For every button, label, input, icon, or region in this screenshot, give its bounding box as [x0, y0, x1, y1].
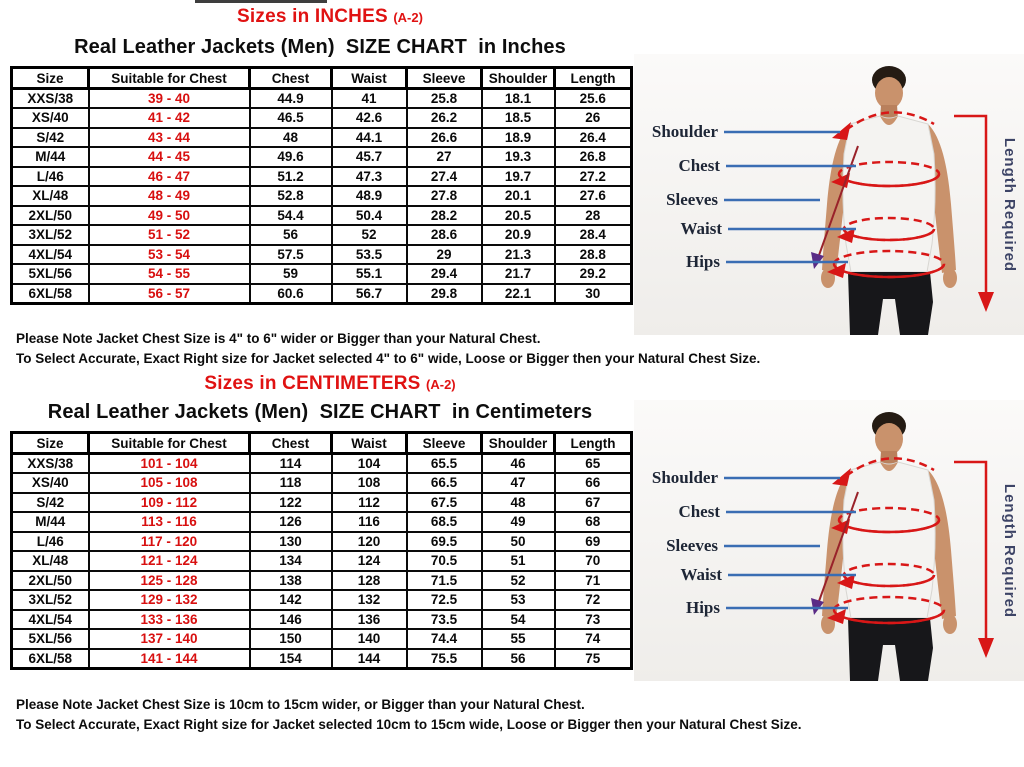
table-row: [12, 284, 632, 304]
measurement-cell: 44.9: [250, 89, 332, 109]
table-row: [12, 186, 632, 206]
table-row: [12, 128, 632, 148]
measurement-cell: 120: [332, 532, 407, 552]
measurement-cell: 26.4: [555, 128, 632, 148]
column-header: Length: [555, 68, 632, 89]
chest-range-cell: 54 - 55: [89, 264, 250, 284]
measurement-cell: 116: [332, 512, 407, 532]
inches-note-2: To Select Accurate, Exact Right size for Jacket selected 4" to 6" wide, Loose or Bigger then your Natural Chest Size.: [16, 351, 761, 366]
figure-instance-top: [634, 54, 1024, 335]
chest-range-cell: 53 - 54: [89, 245, 250, 265]
measurement-cell: 20.5: [482, 206, 555, 226]
column-header: Size: [12, 68, 89, 89]
measurement-cell: 26: [555, 108, 632, 128]
measurement-cell: 22.1: [482, 284, 555, 304]
measurement-cell: 67: [555, 493, 632, 513]
measurement-cell: 150: [250, 629, 332, 649]
measurement-cell: 55: [482, 629, 555, 649]
measurement-cell: 28: [555, 206, 632, 226]
measurement-cell: 72: [555, 590, 632, 610]
measurement-cell: 18.9: [482, 128, 555, 148]
column-header: Chest: [250, 68, 332, 89]
measurement-cell: 48.9: [332, 186, 407, 206]
chest-range-cell: 44 - 45: [89, 147, 250, 167]
column-header: Length: [555, 433, 632, 454]
measurement-cell: 28.2: [407, 206, 482, 226]
size-cell: 6XL/58: [12, 649, 89, 669]
figure-instance-bottom: [634, 400, 1024, 681]
table-row: [12, 629, 632, 649]
measurement-figure-svg: [634, 54, 1024, 335]
chest-range-cell: 125 - 128: [89, 571, 250, 591]
measurement-cell: 74.4: [407, 629, 482, 649]
measurement-cell: 142: [250, 590, 332, 610]
measurement-cell: 53: [482, 590, 555, 610]
measurement-cell: 44.1: [332, 128, 407, 148]
measurement-cell: 70: [555, 551, 632, 571]
measurement-cell: 27: [407, 147, 482, 167]
chest-range-cell: 141 - 144: [89, 649, 250, 669]
measurement-cell: 29.8: [407, 284, 482, 304]
measurement-cell: 70.5: [407, 551, 482, 571]
size-cell: M/44: [12, 147, 89, 167]
column-header: Waist: [332, 433, 407, 454]
table-row: [12, 512, 632, 532]
size-cell: L/46: [12, 167, 89, 187]
measurement-cell: 26.6: [407, 128, 482, 148]
column-header: Suitable for Chest: [89, 68, 250, 89]
chest-range-cell: 133 - 136: [89, 610, 250, 630]
measurement-cell: 29: [407, 245, 482, 265]
measurement-cell: 73.5: [407, 610, 482, 630]
cm-heading: [0, 373, 660, 395]
measurement-cell: 136: [332, 610, 407, 630]
size-cell: 2XL/50: [12, 206, 89, 226]
cm-size-table: [10, 431, 633, 670]
measurement-cell: 28.8: [555, 245, 632, 265]
table-row: [12, 571, 632, 591]
table-row: [12, 454, 632, 474]
inches-heading: [0, 6, 660, 28]
measurement-cell: 55.1: [332, 264, 407, 284]
measurement-cell: 27.2: [555, 167, 632, 187]
measurement-cell: 19.3: [482, 147, 555, 167]
measurement-cell: 27.4: [407, 167, 482, 187]
measurement-cell: 52: [482, 571, 555, 591]
size-cell: 2XL/50: [12, 571, 89, 591]
cm-note-1: Please Note Jacket Chest Size is 10cm to 15cm wider, or Bigger than your Natural Chest.: [16, 697, 585, 712]
measurement-cell: 49: [482, 512, 555, 532]
measurement-cell: 25.6: [555, 89, 632, 109]
table-row: [12, 590, 632, 610]
measurement-cell: 75.5: [407, 649, 482, 669]
inches-size-table: [10, 66, 633, 305]
size-cell: S/42: [12, 128, 89, 148]
measurement-cell: 41: [332, 89, 407, 109]
measurement-diagram-inches: [634, 54, 1024, 335]
measurement-cell: 50: [482, 532, 555, 552]
measurement-cell: 65: [555, 454, 632, 474]
measurement-cell: 154: [250, 649, 332, 669]
measurement-cell: 20.9: [482, 225, 555, 245]
measurement-cell: 60.6: [250, 284, 332, 304]
chest-range-cell: 129 - 132: [89, 590, 250, 610]
measurement-cell: 66.5: [407, 473, 482, 493]
cropped-text-artifact: [195, 0, 327, 3]
chest-range-cell: 46 - 47: [89, 167, 250, 187]
measurement-cell: 56.7: [332, 284, 407, 304]
chest-range-cell: 51 - 52: [89, 225, 250, 245]
inches-heading-suffix: (A-2): [393, 10, 423, 25]
size-cell: 3XL/52: [12, 225, 89, 245]
measurement-cell: 46: [482, 454, 555, 474]
header-row: [12, 68, 632, 89]
size-cell: XXS/38: [12, 454, 89, 474]
measurement-cell: 74: [555, 629, 632, 649]
measurement-cell: 18.1: [482, 89, 555, 109]
measurement-cell: 68: [555, 512, 632, 532]
table-row: [12, 147, 632, 167]
size-cell: M/44: [12, 512, 89, 532]
table-row: [12, 89, 632, 109]
measurement-cell: 56: [250, 225, 332, 245]
measurement-cell: 73: [555, 610, 632, 630]
table-row: [12, 225, 632, 245]
measurement-cell: 48: [250, 128, 332, 148]
measurement-cell: 56: [482, 649, 555, 669]
measurement-cell: 75: [555, 649, 632, 669]
measurement-cell: 130: [250, 532, 332, 552]
measurement-cell: 112: [332, 493, 407, 513]
measurement-cell: 47.3: [332, 167, 407, 187]
column-header: Suitable for Chest: [89, 433, 250, 454]
measurement-figure-svg-2: [634, 398, 1024, 683]
measurement-cell: 26.2: [407, 108, 482, 128]
measurement-cell: 114: [250, 454, 332, 474]
measurement-cell: 25.8: [407, 89, 482, 109]
measurement-cell: 29.2: [555, 264, 632, 284]
measurement-cell: 28.4: [555, 225, 632, 245]
measurement-cell: 138: [250, 571, 332, 591]
size-cell: L/46: [12, 532, 89, 552]
table-row: [12, 167, 632, 187]
size-cell: 5XL/56: [12, 264, 89, 284]
measurement-cell: 21.7: [482, 264, 555, 284]
measurement-cell: 20.1: [482, 186, 555, 206]
header-row: [12, 433, 632, 454]
measurement-cell: 144: [332, 649, 407, 669]
table-row: [12, 108, 632, 128]
table-row: [12, 473, 632, 493]
chest-range-cell: 109 - 112: [89, 493, 250, 513]
measurement-cell: 72.5: [407, 590, 482, 610]
measurement-cell: 71.5: [407, 571, 482, 591]
cm-heading-text: Sizes in CENTIMETERS: [204, 373, 421, 394]
measurement-cell: 134: [250, 551, 332, 571]
measurement-cell: 67.5: [407, 493, 482, 513]
column-header: Chest: [250, 433, 332, 454]
chest-range-cell: 49 - 50: [89, 206, 250, 226]
column-header: Sleeve: [407, 68, 482, 89]
measurement-cell: 118: [250, 473, 332, 493]
measurement-cell: 140: [332, 629, 407, 649]
table-row: [12, 206, 632, 226]
measurement-cell: 52.8: [250, 186, 332, 206]
measurement-cell: 18.5: [482, 108, 555, 128]
measurement-cell: 53.5: [332, 245, 407, 265]
measurement-cell: 69.5: [407, 532, 482, 552]
measurement-diagram-cm: [634, 398, 1024, 683]
cm-heading-suffix: (A-2): [426, 377, 456, 392]
measurement-cell: 49.6: [250, 147, 332, 167]
measurement-cell: 54: [482, 610, 555, 630]
size-cell: 3XL/52: [12, 590, 89, 610]
measurement-cell: 50.4: [332, 206, 407, 226]
measurement-cell: 54.4: [250, 206, 332, 226]
measurement-cell: 19.7: [482, 167, 555, 187]
size-cell: XS/40: [12, 473, 89, 493]
chest-range-cell: 137 - 140: [89, 629, 250, 649]
measurement-cell: 59: [250, 264, 332, 284]
measurement-cell: 132: [332, 590, 407, 610]
table-row: [12, 532, 632, 552]
measurement-cell: 28.6: [407, 225, 482, 245]
measurement-cell: 45.7: [332, 147, 407, 167]
measurement-cell: 51: [482, 551, 555, 571]
column-header: Sleeve: [407, 433, 482, 454]
measurement-cell: 26.8: [555, 147, 632, 167]
size-cell: S/42: [12, 493, 89, 513]
measurement-cell: 124: [332, 551, 407, 571]
chest-range-cell: 41 - 42: [89, 108, 250, 128]
chest-range-cell: 101 - 104: [89, 454, 250, 474]
size-cell: 4XL/54: [12, 610, 89, 630]
measurement-cell: 69: [555, 532, 632, 552]
measurement-cell: 57.5: [250, 245, 332, 265]
table-row: [12, 245, 632, 265]
column-header: Waist: [332, 68, 407, 89]
measurement-cell: 122: [250, 493, 332, 513]
size-cell: 4XL/54: [12, 245, 89, 265]
cm-note-2: To Select Accurate, Exact Right size for Jacket selected 10cm to 15cm wide, Loose or Bigger then your Natural Chest Size.: [16, 717, 802, 732]
inches-heading-text: Sizes in INCHES: [237, 6, 388, 27]
column-header: Size: [12, 433, 89, 454]
inches-table-title: Real Leather Jackets (Men) SIZE CHART in Inches: [74, 36, 566, 58]
inches-note-1: Please Note Jacket Chest Size is 4" to 6" wider or Bigger than your Natural Chest.: [16, 331, 541, 346]
measurement-cell: 65.5: [407, 454, 482, 474]
size-cell: XL/48: [12, 186, 89, 206]
size-cell: XL/48: [12, 551, 89, 571]
size-cell: 6XL/58: [12, 284, 89, 304]
size-cell: XXS/38: [12, 89, 89, 109]
measurement-cell: 126: [250, 512, 332, 532]
measurement-cell: 128: [332, 571, 407, 591]
measurement-cell: 27.8: [407, 186, 482, 206]
chest-range-cell: 48 - 49: [89, 186, 250, 206]
chest-range-cell: 121 - 124: [89, 551, 250, 571]
column-header: Shoulder: [482, 433, 555, 454]
measurement-cell: 47: [482, 473, 555, 493]
measurement-cell: 146: [250, 610, 332, 630]
measurement-cell: 51.2: [250, 167, 332, 187]
table-row: [12, 551, 632, 571]
column-header: Shoulder: [482, 68, 555, 89]
measurement-cell: 66: [555, 473, 632, 493]
table-row: [12, 493, 632, 513]
chest-range-cell: 39 - 40: [89, 89, 250, 109]
measurement-cell: 71: [555, 571, 632, 591]
measurement-cell: 108: [332, 473, 407, 493]
table-row: [12, 610, 632, 630]
measurement-cell: 52: [332, 225, 407, 245]
table-row: [12, 649, 632, 669]
measurement-cell: 46.5: [250, 108, 332, 128]
chest-range-cell: 117 - 120: [89, 532, 250, 552]
chest-range-cell: 56 - 57: [89, 284, 250, 304]
size-cell: 5XL/56: [12, 629, 89, 649]
size-cell: XS/40: [12, 108, 89, 128]
measurement-cell: 27.6: [555, 186, 632, 206]
measurement-cell: 30: [555, 284, 632, 304]
table-row: [12, 264, 632, 284]
chest-range-cell: 43 - 44: [89, 128, 250, 148]
measurement-cell: 104: [332, 454, 407, 474]
measurement-cell: 42.6: [332, 108, 407, 128]
measurement-cell: 68.5: [407, 512, 482, 532]
measurement-cell: 21.3: [482, 245, 555, 265]
cm-table-title: Real Leather Jackets (Men) SIZE CHART in Centimeters: [47, 401, 593, 423]
chest-range-cell: 113 - 116: [89, 512, 250, 532]
measurement-cell: 29.4: [407, 264, 482, 284]
measurement-cell: 48: [482, 493, 555, 513]
chest-range-cell: 105 - 108: [89, 473, 250, 493]
